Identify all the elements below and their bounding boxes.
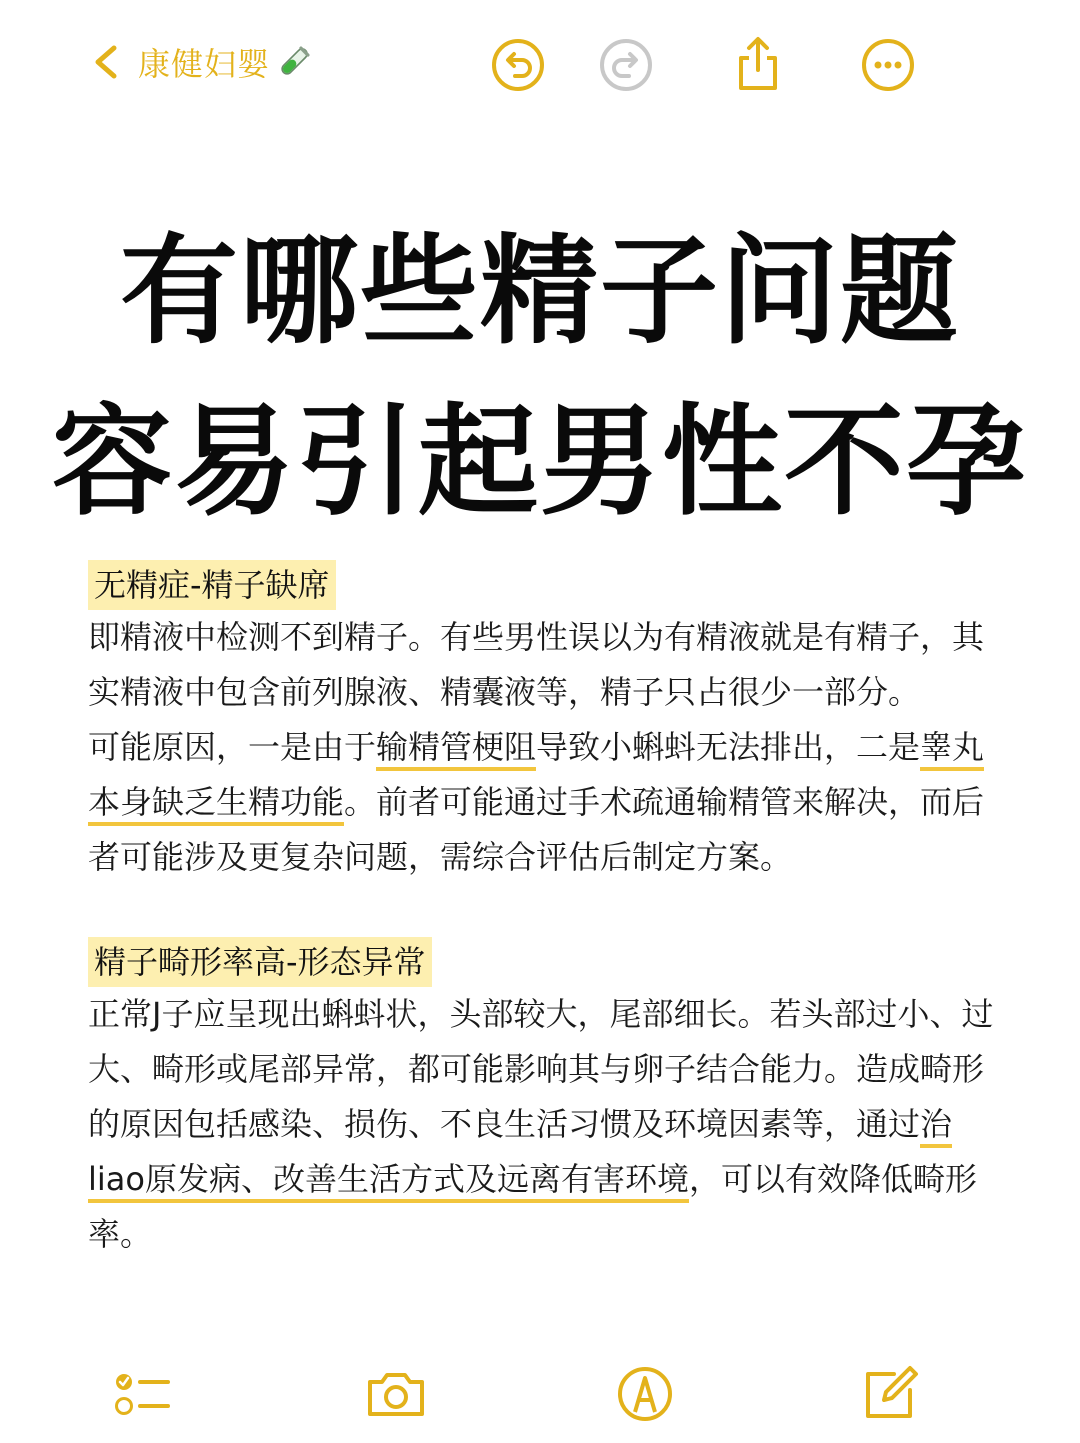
bottom-toolbar xyxy=(0,1350,1080,1443)
top-toolbar xyxy=(0,0,1080,130)
section-paragraph xyxy=(88,987,1008,1262)
share-icon xyxy=(729,36,787,94)
camera-button[interactable] xyxy=(364,1362,428,1426)
section-heading: 无精症-精子缺席 xyxy=(88,560,336,610)
back-label: 康健妇婴 xyxy=(138,45,271,83)
text-run: ，可以有效降低畸形率。 xyxy=(88,1160,977,1253)
back-button[interactable] xyxy=(88,36,312,88)
undo-button[interactable] xyxy=(489,36,547,94)
section-paragraph xyxy=(88,720,1008,885)
checklist-icon xyxy=(110,1362,174,1426)
share-button[interactable] xyxy=(729,36,787,94)
text-run: 正常J子应呈现出蝌蚪状，头部较大，尾部细长。若头部过小、过大、畸形或尾部异常，都可能影响其与卵子结合能力。造成畸形的原因包括感染、损伤、不良生活习惯及环境因素等，通过 xyxy=(88,995,994,1143)
chevron-left-icon xyxy=(88,42,124,82)
more-icon xyxy=(859,36,917,94)
text-run: 导致小蝌蚪无法排出，二是 xyxy=(536,728,921,766)
note-body[interactable] xyxy=(88,560,1008,1262)
compose-icon xyxy=(858,1362,922,1426)
test-tube-icon xyxy=(276,42,312,82)
page-title-line1: 有哪些精子问题 xyxy=(119,222,960,360)
more-button[interactable] xyxy=(859,36,917,94)
text-run: 可能原因，一是由于 xyxy=(88,728,377,766)
section-azoospermia xyxy=(88,560,1008,885)
camera-icon xyxy=(364,1362,428,1426)
section-heading: 精子畸形率高-形态异常 xyxy=(88,937,432,987)
undo-icon xyxy=(489,36,547,94)
section-teratozoospermia xyxy=(88,937,1008,1262)
compose-button[interactable] xyxy=(858,1362,922,1426)
section-paragraph: 即精液中检测不到精子。有些男性误以为有精液就是有精子，其实精液中包含前列腺液、精囊液等，精子只占很少一部分。 xyxy=(88,618,985,711)
markup-button[interactable] xyxy=(613,1362,677,1426)
checklist-button[interactable] xyxy=(110,1362,174,1426)
redo-icon xyxy=(597,36,655,94)
markup-pen-icon xyxy=(613,1362,677,1426)
underlined-text: 输精管梗阻 xyxy=(376,728,536,771)
page-title-line2: 容易引起男性不孕 xyxy=(52,393,1028,532)
underlined-text: 睾丸本身缺乏生精功能 xyxy=(88,728,984,826)
underlined-text: 治liao原发病、改善生活方式及远离有害环境 xyxy=(88,1105,952,1203)
redo-button[interactable] xyxy=(597,36,655,94)
text-run: 。前者可能通过手术疏通输精管来解决，而后者可能涉及更复杂问题，需综合评估后制定方案。 xyxy=(88,783,985,876)
